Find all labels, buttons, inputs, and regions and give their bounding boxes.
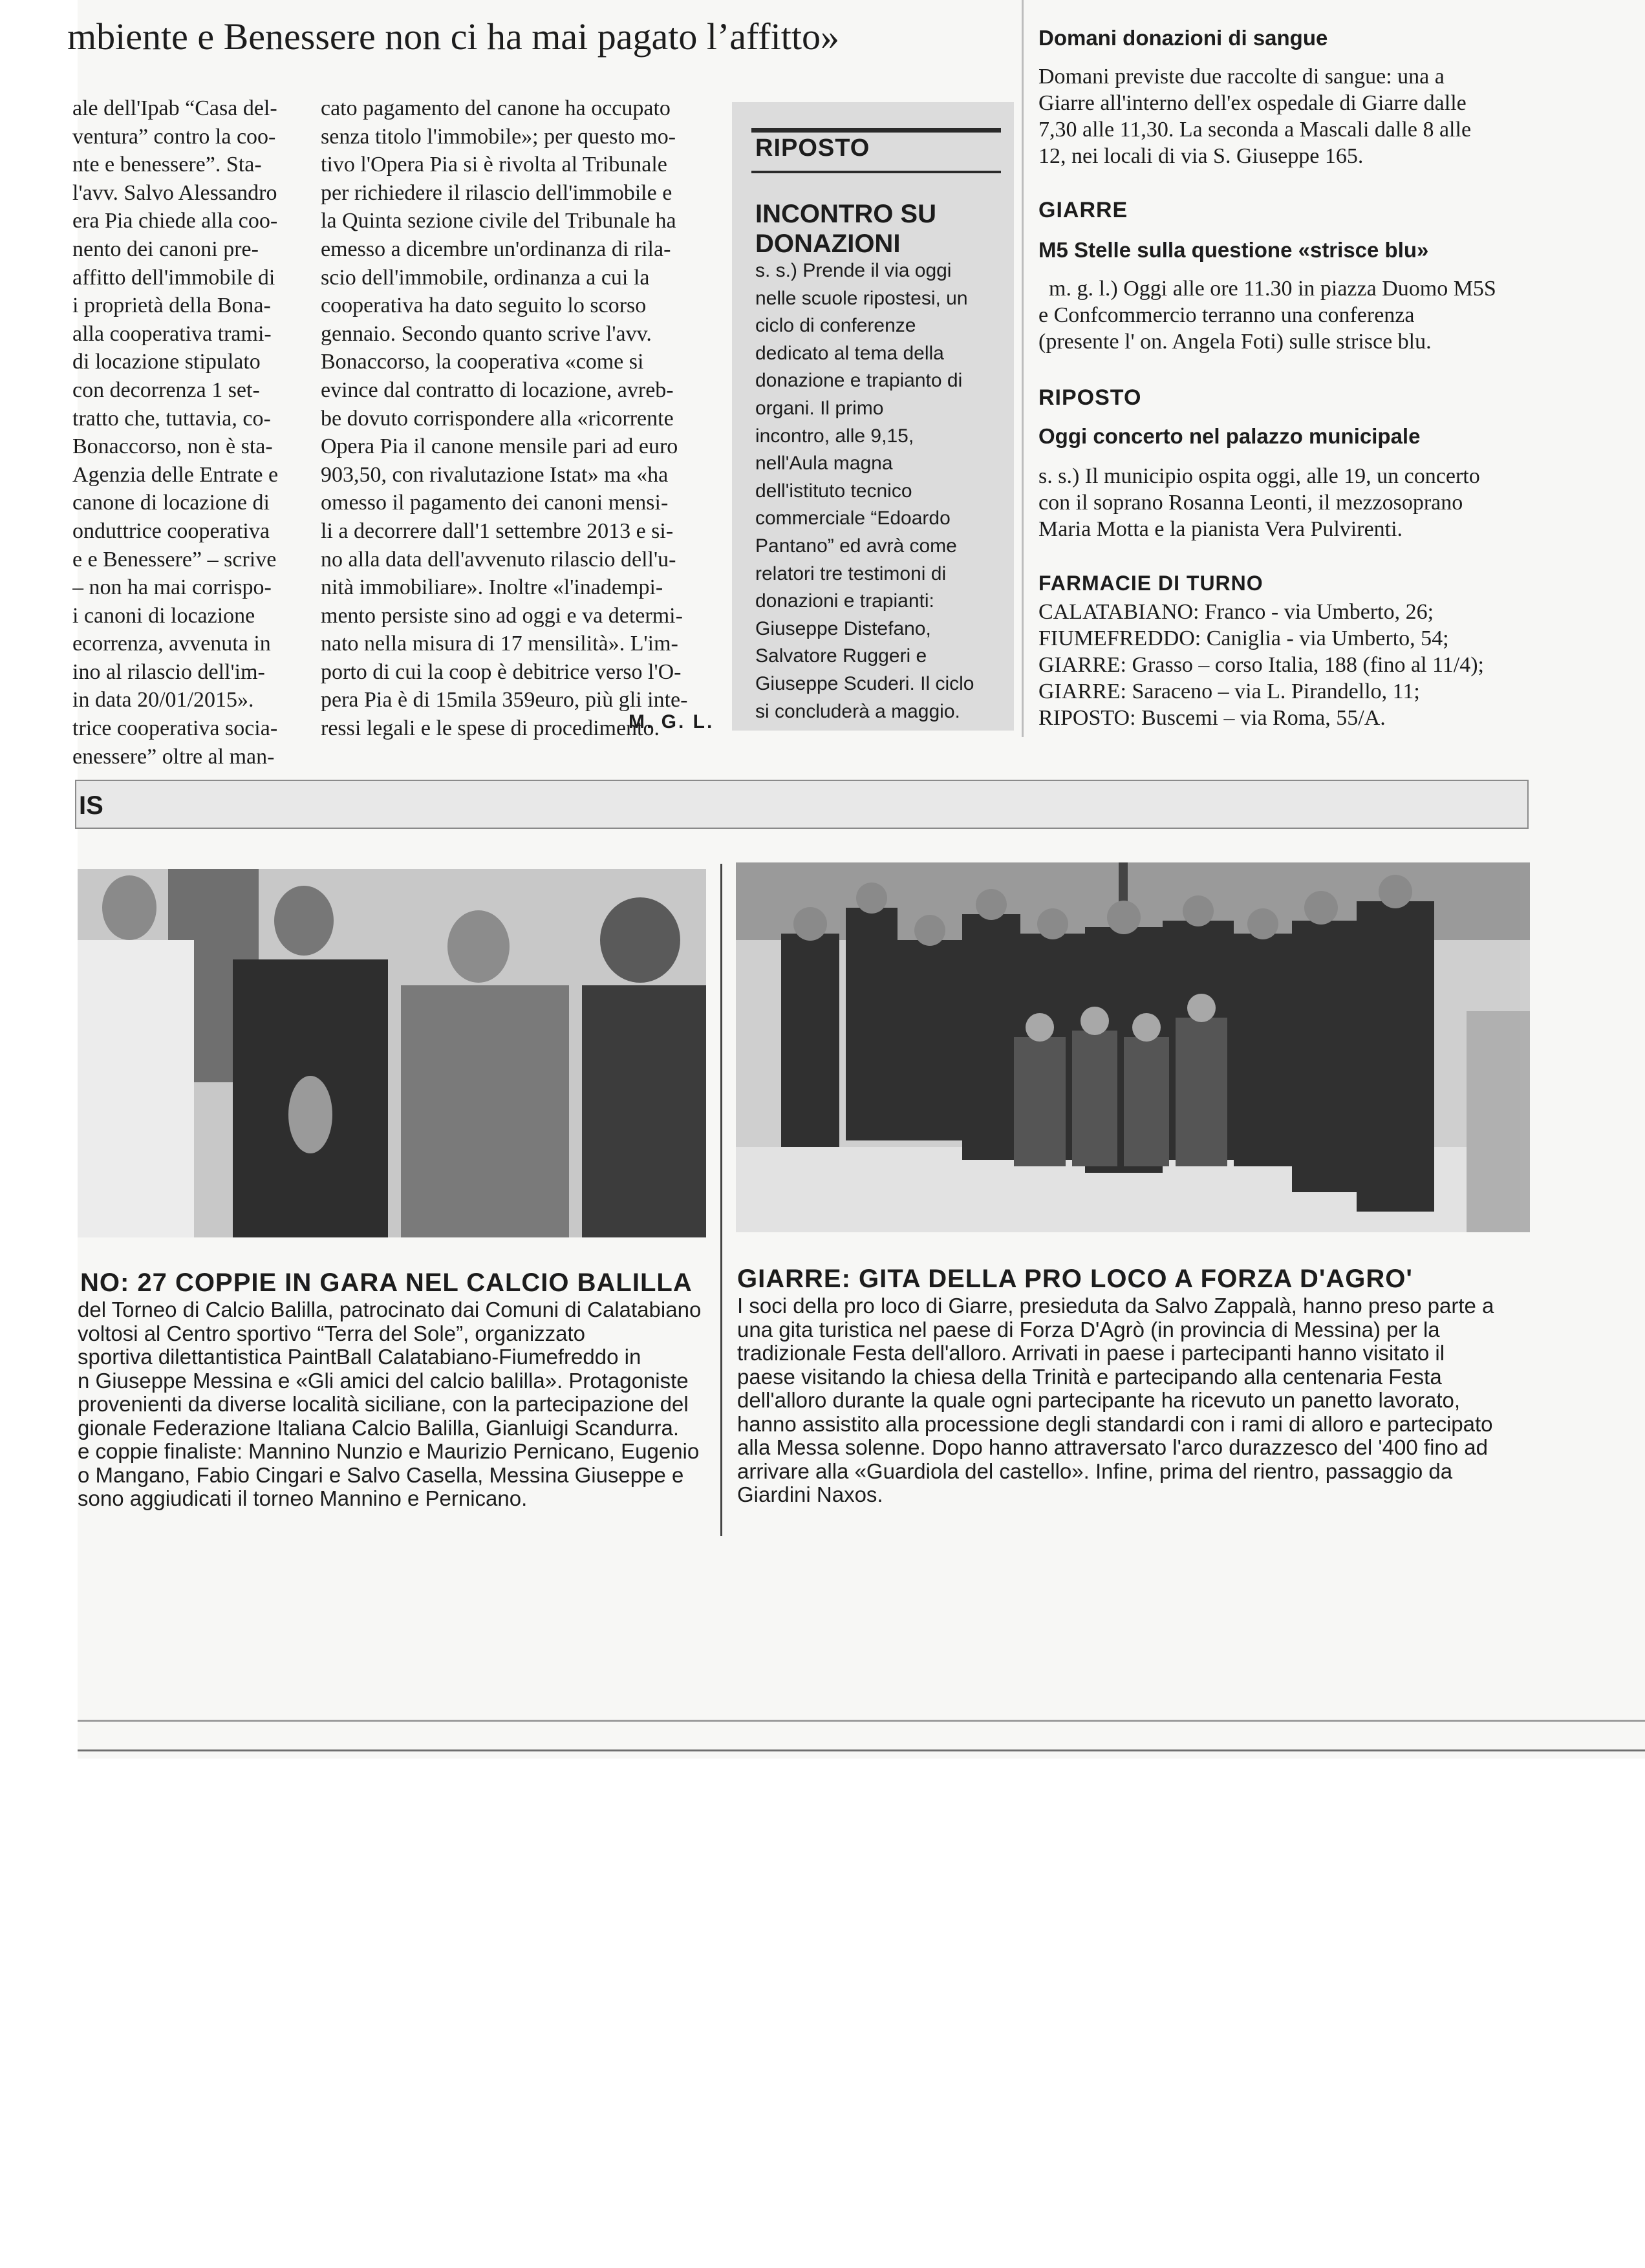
text-line: dell'alloro durante la quale ogni partecipante ha ricevuto un panetto lavorato, — [737, 1389, 1461, 1412]
text-line: e coppie finaliste: Mannino Nunzio e Maurizio Pernicano, Eugenio — [78, 1440, 700, 1463]
text-line: donazioni e trapianti: — [755, 590, 934, 612]
photo-calcio-balilla — [78, 869, 706, 1237]
text-line: i canoni di locazione — [72, 603, 255, 628]
text-line: relatori tre testimoni di — [755, 562, 947, 584]
story-left-title: NO: 27 COPPIE IN GARA NEL CALCIO BALILLA — [80, 1268, 693, 1297]
text-line: 7,30 alle 11,30. La seconda a Mascali dalle 8 alle — [1038, 118, 1472, 142]
text-line: sportiva dilettantistica PaintBall Calatabiano-Fiumefreddo in — [78, 1345, 641, 1369]
text-line: Giarre all'interno dell'ex ospedale di Giarre dalle — [1038, 91, 1467, 115]
brief-label-riposto: RIPOSTO — [1038, 385, 1142, 410]
text-line: paese visitando la chiesa della Trinità e partecipando alla centenaria Festa — [737, 1365, 1442, 1389]
text-line: l'avv. Salvo Alessandro — [72, 180, 277, 205]
box-tag-rule — [751, 171, 1001, 173]
clipping-edge-lower — [78, 1749, 1645, 1751]
text-line: sono aggiudicati il torneo Mannino e Pernicano. — [78, 1487, 528, 1510]
text-line: era Pia chiede alla coo- — [72, 209, 278, 233]
text-line: gionale Federazione Italiana Calcio Balilla, Gianluigi Scandurra. — [78, 1416, 680, 1440]
text-line: ressi legali e le spese di procedimento. — [321, 716, 660, 741]
text-line: provenienti da diverse località siciliane, con la partecipazione del — [78, 1393, 689, 1416]
text-line: emesso a dicembre un'ordinanza di rila- — [321, 237, 671, 261]
text-line: e e Benessere” – scrive — [72, 547, 277, 572]
article-headline: mbiente e Benessere non ci ha mai pagato l’affitto» — [67, 16, 839, 58]
text-line: una gita turistica nel paese di Forza D'Agrò (in provincia di Messina) per la — [737, 1318, 1440, 1342]
text-line: Maria Motta e la pianista Vera Pulvirenti. — [1038, 517, 1403, 541]
text-line: Pantano” ed avrà come — [755, 535, 957, 557]
text-line: nelle scuole ripostesi, un — [755, 287, 968, 309]
text-line: con decorrenza 1 set- — [72, 378, 260, 402]
story-left-body — [78, 1298, 711, 1511]
text-line: CALATABIANO: Franco - via Umberto, 26; — [1038, 600, 1434, 624]
text-line: ino al rilascio dell'im- — [72, 659, 265, 684]
text-line: di locazione stipulato — [72, 350, 261, 374]
text-line: del Torneo di Calcio Balilla, patrocinato dai Comuni di Calatabiano — [78, 1298, 702, 1321]
text-line: gennaio. Secondo quanto scrive l'avv. — [321, 321, 652, 346]
article-signature: M. G. L. — [629, 711, 715, 733]
text-line: e Confcommercio terranno una conferenza — [1038, 303, 1415, 327]
text-line: evince dal contratto di locazione, avreb- — [321, 378, 674, 402]
text-line: Domani previste due raccolte di sangue: una a — [1038, 65, 1445, 89]
text-line: tratto che, tuttavia, co- — [72, 406, 271, 431]
text-line: Salvatore Ruggeri e — [755, 645, 927, 667]
text-line: FIUMEFREDDO: Caniglia - via Umberto, 54; — [1038, 626, 1449, 650]
text-line: porto di cui la coop è debitrice verso l'O- — [321, 659, 682, 684]
text-line: per richiedere il rilascio dell'immobile e — [321, 180, 672, 205]
text-line: pera Pia è di 15mila 359euro, più gli inte- — [321, 688, 688, 712]
text-line: mento persiste sino ad oggi e va determi- — [321, 603, 683, 628]
text-line: ecorrenza, avvenuta in — [72, 632, 271, 656]
text-line: ale dell'Ipab “Casa del- — [72, 96, 277, 120]
pharmacies-list — [1038, 599, 1530, 731]
box-body — [755, 257, 1007, 725]
text-line: incontro, alle 9,15, — [755, 425, 914, 447]
text-line: Bonaccorso, non è sta- — [72, 434, 273, 459]
text-line: 903,50, con rivalutazione Istat» ma «ha — [321, 462, 669, 487]
brief-body-blood-donation — [1038, 63, 1530, 169]
text-line: Agenzia delle Entrate e — [72, 462, 279, 487]
brief-body-strisce-blu — [1038, 275, 1530, 355]
pharmacies-label: FARMACIE DI TURNO — [1038, 572, 1263, 595]
text-line: – non ha mai corrispo- — [72, 575, 272, 600]
text-line: RIPOSTO: Buscemi – via Roma, 55/A. — [1038, 706, 1386, 730]
brief-title-blood-donation: Domani donazioni di sangue — [1038, 26, 1328, 50]
text-line: in data 20/01/2015». — [72, 688, 254, 712]
text-line: organi. Il primo — [755, 397, 884, 419]
text-line: scio dell'immobile, ordinanza a cui la — [321, 265, 650, 290]
text-line: affitto dell'immobile di — [72, 265, 275, 290]
section-band — [75, 780, 1529, 829]
photo-pro-loco-gita-image — [736, 862, 1530, 1232]
photo-pro-loco-gita — [736, 862, 1530, 1232]
text-line: dell'istituto tecnico — [755, 480, 912, 502]
text-line: s. s.) Prende il via oggi — [755, 260, 952, 281]
text-line: onduttrice cooperativa — [72, 519, 270, 543]
text-line: omesso il pagamento dei canoni mensi- — [321, 491, 669, 515]
brief-title-strisce-blu: M5 Stelle sulla questione «strisce blu» — [1038, 238, 1429, 262]
box-title: INCONTRO SU DONAZIONI — [755, 200, 936, 258]
photo-calcio-balilla-image — [78, 869, 706, 1237]
text-line: cooperativa ha dato seguito lo scorso — [321, 294, 647, 318]
text-line: m. g. l.) Oggi alle ore 11.30 in piazza Duomo M5S — [1049, 277, 1496, 301]
text-line: Giardini Naxos. — [737, 1483, 883, 1506]
text-line: Bonaccorso, la cooperativa «come si — [321, 350, 644, 374]
brief-body-concerto — [1038, 463, 1530, 542]
text-line: be dovuto corrispondere alla «ricorrente — [321, 406, 674, 431]
text-line: donazione e trapianto di — [755, 370, 963, 392]
text-line: n Giuseppe Messina e «Gli amici del calcio balilla». Protagoniste — [78, 1369, 689, 1393]
column-divider — [1022, 0, 1024, 737]
text-line: si concluderà a maggio. — [755, 700, 960, 722]
text-line: s. s.) Il municipio ospita oggi, alle 19, un concerto — [1038, 464, 1480, 488]
sidebar-box — [732, 102, 1014, 731]
story-right-title: GIARRE: GITA DELLA PRO LOCO A FORZA D'AGRO' — [737, 1265, 1413, 1293]
story-divider — [720, 864, 722, 1536]
text-line: senza titolo l'immobile»; per questo mo- — [321, 124, 676, 149]
article-column-2 — [321, 94, 709, 743]
text-line: nità immobiliare». Inoltre «l'inadempi- — [321, 575, 663, 600]
text-line: hanno assistito alla processione degli standardi con i rami di alloro e partecipato — [737, 1412, 1493, 1436]
text-line: con il soprano Rosanna Leonti, il mezzosoprano — [1038, 491, 1463, 515]
text-line: tradizionale Festa dell'alloro. Arrivati in paese i partecipanti hanno visitato il — [737, 1342, 1445, 1365]
text-line: nell'Aula magna — [755, 453, 893, 475]
text-line: enessere” oltre al man- — [72, 744, 275, 769]
text-line: nento dei canoni pre- — [72, 237, 259, 261]
text-line: I soci della pro loco di Giarre, presieduta da Salvo Zappalà, hanno preso parte a — [737, 1294, 1494, 1318]
text-line: no alla data dell'avvenuto rilascio dell'u- — [321, 547, 676, 572]
clipping-edge — [78, 1720, 1645, 1722]
text-line: li a decorrere dall'1 settembre 2013 e si- — [321, 519, 674, 543]
text-line: trice cooperativa socia- — [72, 716, 278, 741]
text-line: Giuseppe Scuderi. Il ciclo — [755, 672, 974, 694]
article-column-1 — [72, 94, 294, 771]
text-line: Giuseppe Distefano, — [755, 617, 931, 639]
text-line: ventura” contro la coo- — [72, 124, 276, 149]
text-line: GIARRE: Grasso – corso Italia, 188 (fino al 11/4); — [1038, 653, 1484, 677]
text-line: la Quinta sezione civile del Tribunale ha — [321, 209, 676, 233]
text-line: cato pagamento del canone ha occupato — [321, 96, 671, 120]
text-line: 12, nei locali di via S. Giuseppe 165. — [1038, 144, 1364, 168]
box-top-rule — [751, 128, 1001, 133]
text-line: GIARRE: Saraceno – via L. Pirandello, 11; — [1038, 679, 1420, 703]
text-line: Opera Pia il canone mensile pari ad euro — [321, 434, 678, 459]
text-line: alla cooperativa trami- — [72, 321, 272, 346]
text-line: alla Messa solenne. Dopo hanno attraversato l'arco durazzesco del '400 fino ad — [737, 1436, 1488, 1459]
section-band-label: IS — [79, 791, 103, 820]
text-line: dedicato al tema della — [755, 342, 944, 364]
text-line: (presente l' on. Angela Foti) sulle strisce blu. — [1038, 330, 1432, 354]
brief-label-giarre: GIARRE — [1038, 198, 1128, 222]
text-line: commerciale “Edoardo — [755, 508, 951, 530]
text-line: arrivare alla «Guardiola del castello». Infine, prima del rientro, passaggio da — [737, 1459, 1453, 1483]
box-tag: RIPOSTO — [755, 134, 870, 162]
text-line: tivo l'Opera Pia si è rivolta al Tribunale — [321, 153, 667, 177]
text-line: ciclo di conferenze — [755, 315, 916, 337]
text-line: voltosi al Centro sportivo “Terra del Sole”, organizzato — [78, 1321, 586, 1345]
text-line: o Mangano, Fabio Cingari e Salvo Casella, Messina Giuseppe e — [78, 1463, 684, 1487]
text-line: nte e benessere”. Sta- — [72, 153, 262, 177]
brief-title-concerto: Oggi concerto nel palazzo municipale — [1038, 424, 1421, 448]
story-right-body — [737, 1294, 1539, 1507]
text-line: i proprietà della Bona- — [72, 294, 271, 318]
text-line: nato nella misura di 17 mensilità». L'im- — [321, 632, 678, 656]
text-line: canone di locazione di — [72, 491, 270, 515]
